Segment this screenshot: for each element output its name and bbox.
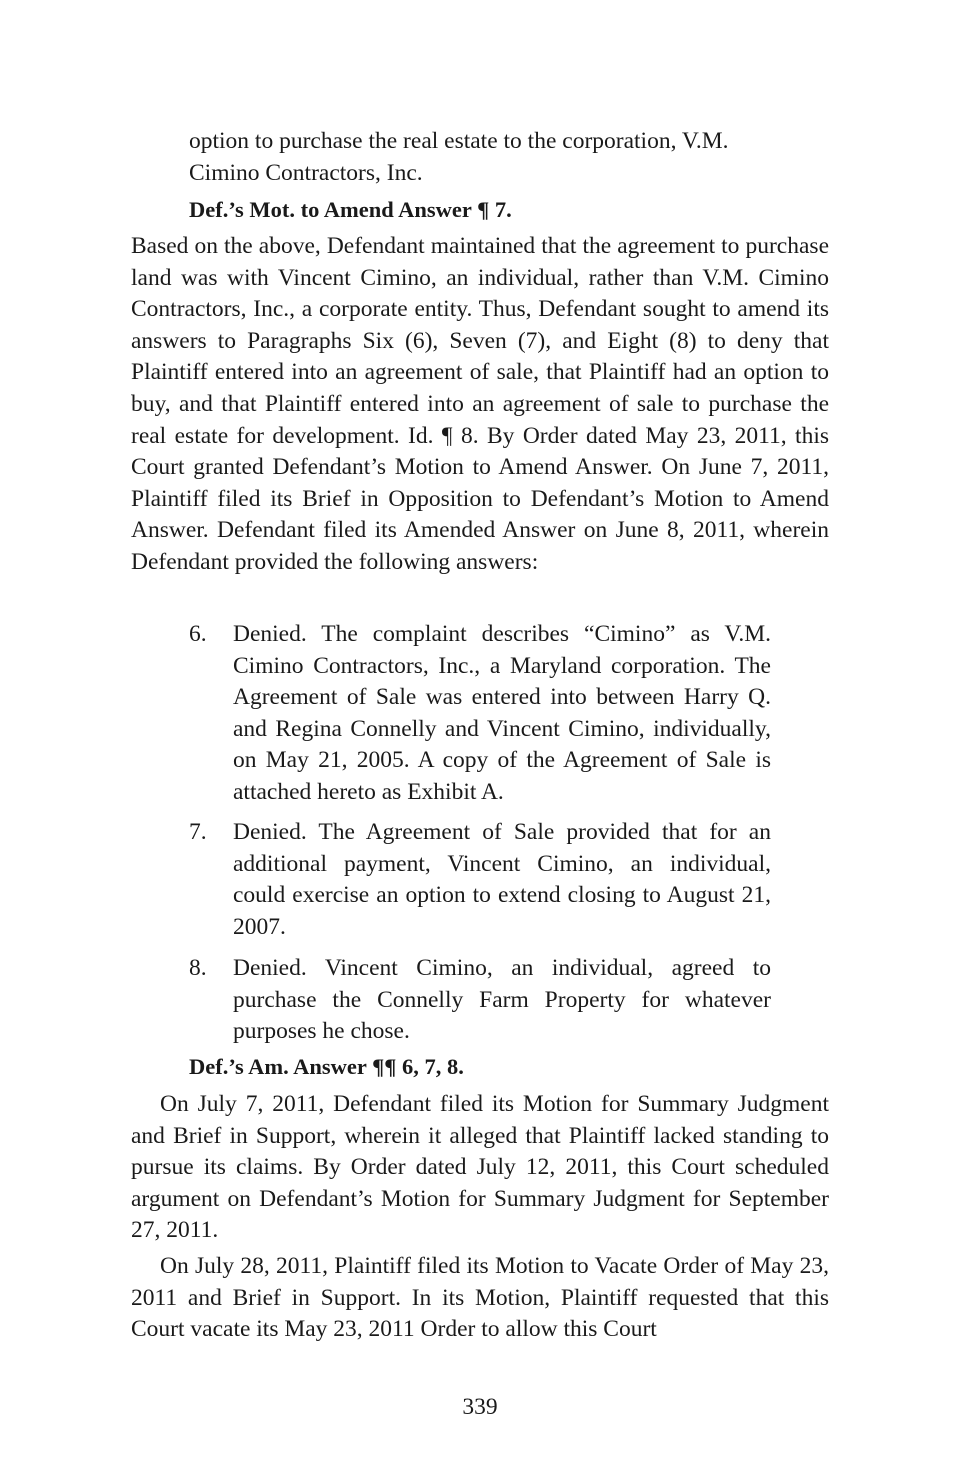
answer-item-6 — [189, 619, 771, 809]
page-number: 339 — [462, 1394, 498, 1420]
quote-continuation: option to purchase the real estate to the corporation, V.M. Cimino Contractors, Inc. — [189, 128, 729, 186]
citation-motion-to-amend: Def.’s Mot. to Amend Answer ¶ 7. — [189, 197, 512, 222]
answer-text: Denied. Vincent Cimino, an individual, agreed to purchase the Connelly Farm Property for whatever purposes he chose. — [233, 955, 771, 1045]
answer-text: Denied. The complaint describes “Cimino” as V.M. Cimino Contractors, Inc., a Maryland corporation. The Agreement of Sale was entered into between Harry Q. and Regina Connelly and Vincent Cimino, individually, on May 21, 2005. A copy of the Agreement of Sale is attached hereto as Exhibit A. — [233, 621, 771, 805]
paragraph-summary-judgment: On July 7, 2011, Defendant filed its Motion for Summary Judgment and Brief in Support, wherein it alleged that Plaintiff lacked standing to pursue its claims. By Order dated July 12, 2011, this Court scheduled argument on Defendant’s Motion for Summary Judgment for September 27, 2011. — [131, 1091, 829, 1244]
citation-amended-answer: Def.’s Am. Answer ¶¶ 6, 7, 8. — [189, 1054, 464, 1079]
answer-item-7 — [189, 817, 771, 943]
answer-item-8 — [189, 953, 771, 1048]
answer-number: 6. — [189, 621, 207, 647]
paragraph-motion-to-vacate: On July 28, 2011, Plaintiff filed its Motion to Vacate Order of May 23, 2011 and Brief in Support. In its Motion, Plaintiff requested that this Court vacate its May 23, 2011 Order to allow this Court — [131, 1253, 829, 1343]
paragraph-amend-answer: Based on the above, Defendant maintained that the agreement to purchase land was with Vincent Cimino, an individual, rather than V.M. Cimino Contractors, Inc., a corporate entity. Thus, Defendant sought to amend its answers to Paragraphs Six (6), Seven (7), and Eight (8) to deny that Plaintiff entered into an agreement of sale, that Plaintiff had an option to buy, and that Plaintiff entered into an agreement of sale to purchase the real estate for development. Id. ¶ 8. By Order dated May 23, 2011, this Court granted Defendant’s Motion to Amend Answer. On June 7, 2011, Plaintiff filed its Brief in Opposition to Defendant’s Motion to Amend Answer. Defendant filed its Amended Answer on June 8, 2011, wherein Defendant provided the following answers: — [131, 233, 829, 575]
answer-number: 7. — [189, 819, 207, 845]
answer-number: 8. — [189, 955, 207, 981]
answer-text: Denied. The Agreement of Sale provided that for an additional payment, Vincent Cimino, an individual, could exercise an option to extend closing to August 21, 2007. — [233, 819, 771, 940]
